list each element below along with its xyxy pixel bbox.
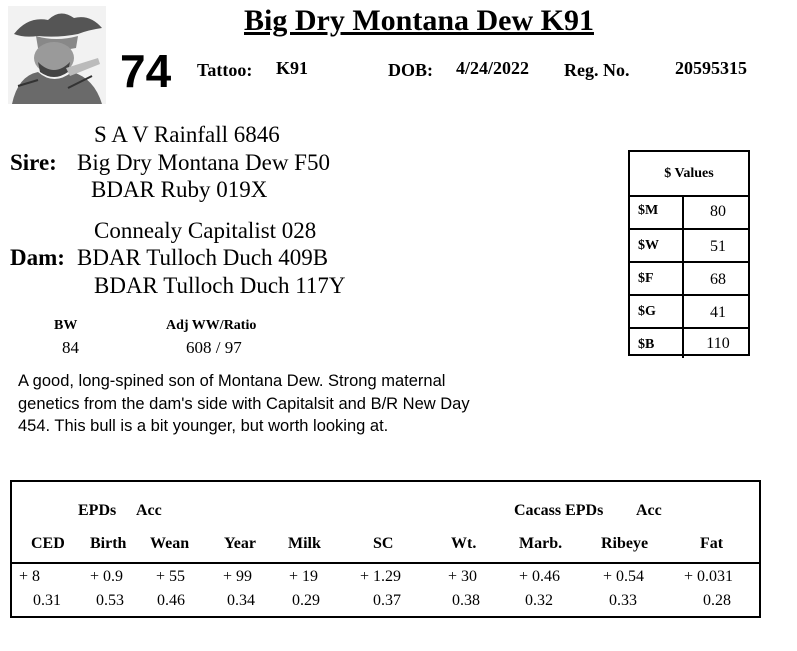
acc-value: 0.32: [525, 592, 553, 609]
epd-value: + 0.54: [603, 568, 645, 585]
acc-value: 0.34: [227, 592, 255, 609]
col-header: CED: [31, 535, 65, 552]
dollar-label: $W: [638, 238, 659, 253]
dollar-value: 80: [682, 195, 752, 228]
col-header: Fat: [700, 535, 724, 552]
epd-value: + 55: [156, 568, 186, 585]
acc-value: 0.31: [33, 592, 61, 609]
acc-value: 0.53: [96, 592, 124, 609]
col-header: Marb.: [519, 535, 563, 552]
dollar-values-box: [628, 150, 750, 356]
reg-label: Reg. No.: [564, 60, 630, 80]
col-header: Wean: [150, 535, 190, 552]
epd-table: [10, 480, 761, 618]
epd-value: + 19: [289, 568, 319, 585]
dollar-value: 51: [682, 230, 752, 263]
epd-value: + 0.9: [90, 568, 124, 585]
acc-value: 0.33: [609, 592, 637, 609]
dam-label: Dam:: [10, 245, 65, 270]
epd-divider: [12, 562, 759, 564]
epd-value: + 8: [19, 568, 41, 585]
epd-value: + 99: [223, 568, 253, 585]
acc-value: 0.29: [292, 592, 320, 609]
dollar-row-b: [630, 327, 748, 358]
tattoo-value: K91: [276, 58, 309, 78]
description: A good, long-spined son of Montana Dew. Strong maternal genetics from the dam's side with Capitalsit and B/R New Day 454. This bull is a bit younger, but worth looking at.: [18, 372, 470, 435]
col-header: Year: [224, 535, 256, 552]
dam-sire: Connealy Capitalist 028: [94, 218, 317, 243]
dob-value: 4/24/2022: [456, 58, 530, 78]
dob-label: DOB:: [388, 60, 433, 80]
dam-name: BDAR Tulloch Duch 409B: [77, 245, 329, 270]
acc-value: 0.37: [373, 592, 401, 609]
dollar-label: $B: [638, 337, 655, 352]
epd-value: + 0.46: [519, 568, 561, 585]
acc-value: 0.38: [452, 592, 480, 609]
col-header: Birth: [90, 535, 127, 552]
dollar-row-w: [630, 228, 748, 263]
acc-value: 0.28: [703, 592, 731, 609]
dollar-value: 68: [682, 263, 752, 296]
epd-group-title: EPDs: [78, 502, 117, 519]
dollar-values-title: $ Values: [630, 152, 748, 197]
epd-value: + 30: [448, 568, 478, 585]
sire-label: Sire:: [10, 150, 57, 175]
bw-label: BW: [54, 318, 78, 333]
cowboy-logo: [8, 6, 106, 104]
page-title: Big Dry Montana Dew K91: [244, 4, 594, 37]
reg-value: 20595315: [675, 58, 747, 78]
dollar-label: $F: [638, 271, 654, 286]
dollar-row-g: [630, 294, 748, 329]
ww-label: Adj WW/Ratio: [166, 318, 257, 333]
ww-value: 608 / 97: [186, 338, 242, 357]
epd-group-acc: Acc: [136, 502, 162, 519]
col-header: Ribeye: [601, 535, 649, 552]
dollar-label: $G: [638, 304, 656, 319]
dollar-row-f: [630, 261, 748, 296]
dollar-value: 41: [682, 296, 752, 329]
bw-value: 84: [62, 338, 79, 357]
dollar-row-m: [630, 195, 748, 228]
sire-dam: BDAR Ruby 019X: [91, 177, 268, 202]
dollar-value: 110: [682, 329, 752, 358]
carcass-group-title: Cacass EPDs: [514, 502, 604, 519]
epd-value: + 1.29: [360, 568, 402, 585]
sire-sire: S A V Rainfall 6846: [94, 122, 280, 147]
col-header: Milk: [288, 535, 321, 552]
cowboy-sketch-icon: [8, 6, 106, 104]
epd-value: + 0.031: [684, 568, 734, 585]
dollar-label: $M: [638, 203, 659, 218]
sire-name: Big Dry Montana Dew F50: [77, 150, 330, 175]
col-header: Wt.: [451, 535, 477, 552]
carcass-group-acc: Acc: [636, 502, 662, 519]
col-header: SC: [373, 535, 394, 552]
acc-value: 0.46: [157, 592, 185, 609]
tattoo-label: Tattoo:: [197, 60, 253, 80]
dam-dam: BDAR Tulloch Duch 117Y: [94, 273, 346, 298]
lot-number: 74: [120, 45, 172, 97]
